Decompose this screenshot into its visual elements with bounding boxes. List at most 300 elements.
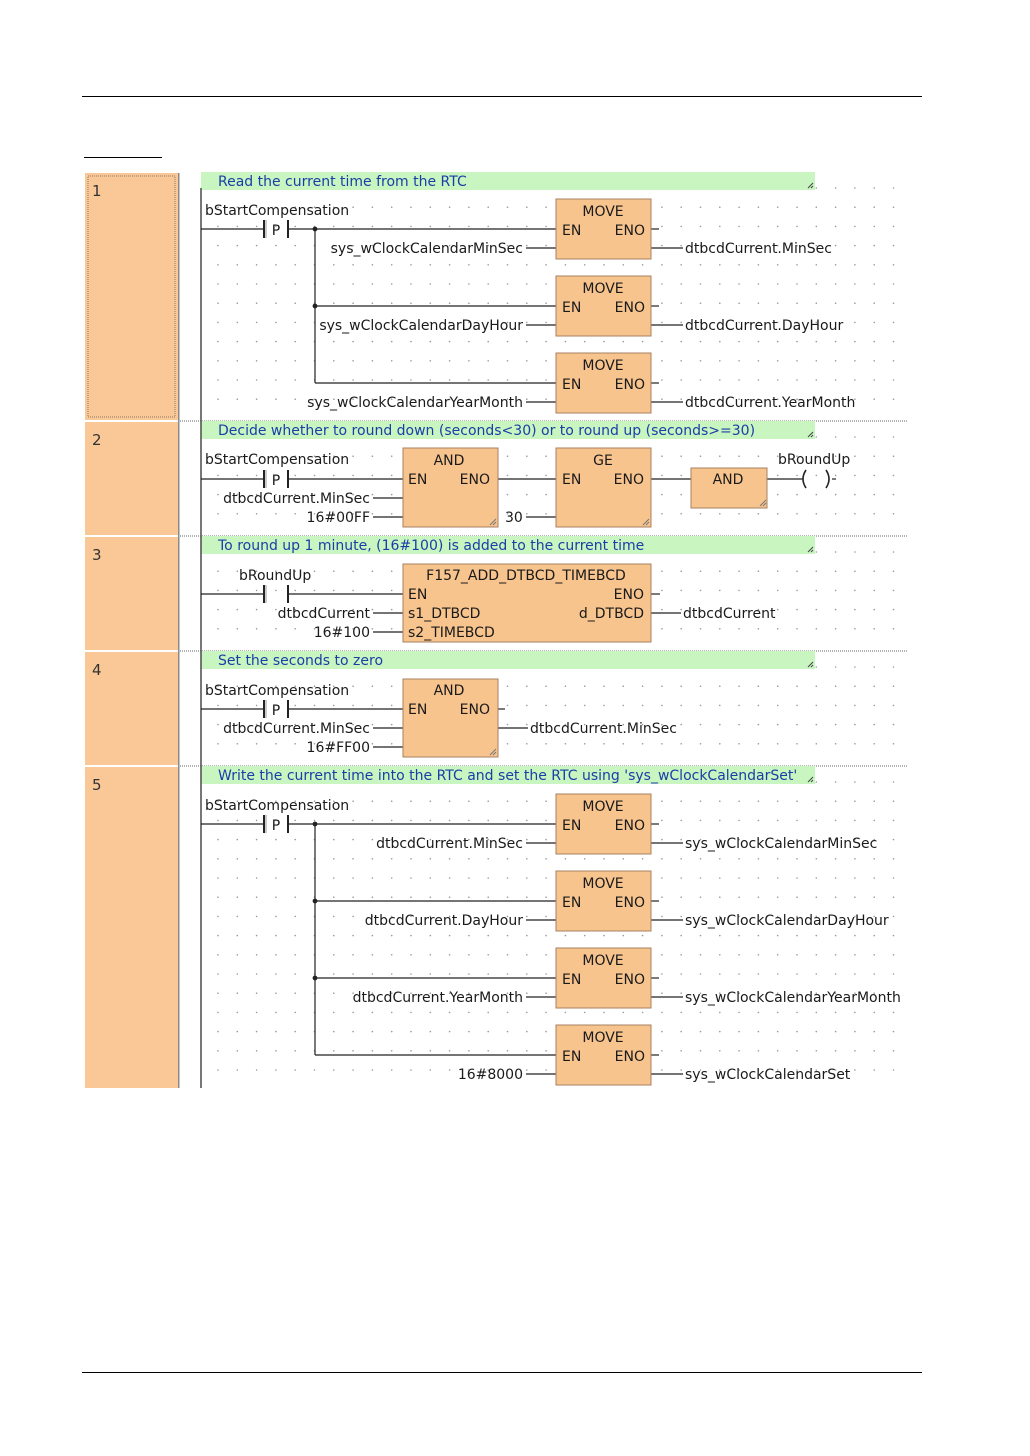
grid-dot	[854, 1031, 856, 1033]
grid-dot	[410, 302, 412, 304]
grid-dot	[545, 858, 547, 860]
grid-dot	[873, 360, 875, 362]
grid-dot	[873, 187, 875, 189]
grid-dot	[294, 283, 296, 285]
contact-shadow	[266, 470, 267, 488]
input-variable: dtbcdCurrent.MinSec	[376, 836, 523, 852]
grid-dot	[700, 705, 702, 707]
network-number: 4	[92, 661, 102, 679]
grid-dot	[526, 820, 528, 822]
grid-dot	[719, 954, 721, 956]
grid-dot	[661, 935, 663, 937]
grid-dot	[256, 283, 258, 285]
grid-dot	[796, 1012, 798, 1014]
grid-dot	[449, 954, 451, 956]
grid-dot	[468, 360, 470, 362]
grid-dot	[275, 896, 277, 898]
grid-dot	[893, 973, 895, 975]
grid-dot	[777, 302, 779, 304]
grid-dot	[777, 283, 779, 285]
grid-dot	[391, 341, 393, 343]
grid-dot	[873, 551, 875, 553]
grid-dot	[893, 590, 895, 592]
grid-dot	[468, 1012, 470, 1014]
grid-dot	[835, 245, 837, 247]
grid-dot	[333, 302, 335, 304]
grid-dot	[719, 935, 721, 937]
grid-dot	[275, 954, 277, 956]
grid-dot	[854, 666, 856, 668]
grid-dot	[816, 494, 818, 496]
grid-dot	[758, 513, 760, 515]
grid-dot	[294, 858, 296, 860]
grid-dot	[333, 360, 335, 362]
network-number-cell	[85, 173, 178, 420]
grid-dot	[758, 973, 760, 975]
grid-dot	[893, 954, 895, 956]
grid-dot	[796, 973, 798, 975]
grid-dot	[391, 800, 393, 802]
grid-dot	[854, 896, 856, 898]
grid-dot	[468, 264, 470, 266]
grid-dot	[275, 973, 277, 975]
grid-dot	[565, 685, 567, 687]
grid-dot	[294, 705, 296, 707]
grid-dot	[623, 858, 625, 860]
grid-dot	[372, 1069, 374, 1071]
contact-right-bar-icon	[287, 700, 289, 718]
grid-dot	[661, 494, 663, 496]
grid-dot	[449, 341, 451, 343]
grid-dot	[603, 341, 605, 343]
grid-dot	[893, 800, 895, 802]
grid-dot	[372, 685, 374, 687]
grid-dot	[777, 1050, 779, 1052]
grid-dot	[777, 494, 779, 496]
grid-dot	[545, 685, 547, 687]
grid-dot	[854, 551, 856, 553]
grid-dot	[873, 322, 875, 324]
grid-dot	[372, 455, 374, 457]
grid-dot	[873, 800, 875, 802]
grid-dot	[449, 877, 451, 879]
grid-dot	[526, 283, 528, 285]
grid-dot	[873, 590, 875, 592]
grid-dot	[545, 800, 547, 802]
grid-dot	[758, 455, 760, 457]
grid-dot	[372, 226, 374, 228]
grid-dot	[893, 724, 895, 726]
pin-eno: ENO	[459, 472, 490, 488]
input-variable: 16#8000	[457, 1067, 523, 1083]
grid-dot	[661, 1012, 663, 1014]
grid-dot	[758, 954, 760, 956]
grid-dot	[391, 935, 393, 937]
grid-dot	[237, 1050, 239, 1052]
grid-dot	[507, 1012, 509, 1014]
grid-dot	[738, 685, 740, 687]
grid-dot	[796, 570, 798, 572]
grid-dot	[719, 896, 721, 898]
coil-label: bRoundUp	[778, 452, 851, 468]
contact-type-p: P	[271, 703, 281, 719]
grid-dot	[294, 379, 296, 381]
grid-dot	[294, 1031, 296, 1033]
grid-dot	[507, 341, 509, 343]
grid-dot	[661, 609, 663, 611]
grid-dot	[642, 264, 644, 266]
grid-dot	[449, 283, 451, 285]
grid-dot	[777, 628, 779, 630]
grid-dot	[700, 877, 702, 879]
grid-dot	[873, 264, 875, 266]
grid-dot	[468, 896, 470, 898]
grid-dot	[352, 705, 354, 707]
number-column-border	[178, 173, 180, 1088]
grid-dot	[893, 302, 895, 304]
grid-dot	[449, 858, 451, 860]
grid-dot	[507, 896, 509, 898]
grid-dot	[275, 839, 277, 841]
grid-dot	[893, 877, 895, 879]
network-comment: To round up 1 minute, (16#100) is added to the current time	[218, 538, 645, 554]
grid-dot	[237, 590, 239, 592]
grid-dot	[410, 1050, 412, 1052]
gate-name: AND	[712, 472, 744, 488]
grid-dot	[835, 226, 837, 228]
grid-dot	[796, 858, 798, 860]
grid-dot	[507, 1031, 509, 1033]
grid-dot	[372, 628, 374, 630]
grid-dot	[854, 858, 856, 860]
grid-dot	[487, 896, 489, 898]
grid-dot	[256, 360, 258, 362]
grid-dot	[816, 551, 818, 553]
contact-shadow	[266, 220, 267, 238]
grid-dot	[893, 455, 895, 457]
grid-dot	[275, 379, 277, 381]
grid-dot	[507, 935, 509, 937]
grid-dot	[217, 379, 219, 381]
grid-dot	[816, 513, 818, 515]
grid-dot	[372, 800, 374, 802]
grid-dot	[700, 743, 702, 745]
grid-dot	[796, 513, 798, 515]
pin-eno: ENO	[614, 377, 645, 393]
grid-dot	[873, 1012, 875, 1014]
grid-dot	[333, 264, 335, 266]
grid-dot	[468, 206, 470, 208]
grid-dot	[372, 475, 374, 477]
grid-dot	[700, 302, 702, 304]
grid-dot	[372, 858, 374, 860]
grid-dot	[796, 341, 798, 343]
grid-dot	[700, 1012, 702, 1014]
grid-dot	[545, 954, 547, 956]
grid-dot	[237, 954, 239, 956]
grid-dot	[584, 935, 586, 937]
grid-dot	[430, 206, 432, 208]
grid-dot	[526, 992, 528, 994]
grid-dot	[893, 264, 895, 266]
output-variable: sys_wClockCalendarDayHour	[685, 913, 889, 929]
grid-dot	[873, 685, 875, 687]
grid-dot	[333, 341, 335, 343]
grid-dot	[816, 187, 818, 189]
grid-dot	[352, 685, 354, 687]
grid-dot	[545, 992, 547, 994]
grid-dot	[333, 1012, 335, 1014]
grid-dot	[893, 916, 895, 918]
grid-dot	[487, 360, 489, 362]
grid-dot	[372, 1012, 374, 1014]
grid-dot	[680, 245, 682, 247]
grid-dot	[275, 302, 277, 304]
grid-dot	[391, 379, 393, 381]
grid-dot	[777, 379, 779, 381]
grid-dot	[430, 283, 432, 285]
grid-dot	[217, 283, 219, 285]
network-comment: Write the current time into the RTC and set the RTC using 'sys_wClockCalendarSet'	[218, 768, 798, 784]
grid-dot	[854, 455, 856, 457]
grid-dot	[507, 1050, 509, 1052]
grid-dot	[623, 743, 625, 745]
network-number-cell	[85, 767, 178, 1088]
grid-dot	[835, 896, 837, 898]
grid-dot	[796, 379, 798, 381]
grid-dot	[661, 800, 663, 802]
grid-dot	[796, 360, 798, 362]
grid-dot	[816, 283, 818, 285]
grid-dot	[333, 590, 335, 592]
grid-dot	[526, 379, 528, 381]
grid-dot	[893, 743, 895, 745]
grid-dot	[738, 360, 740, 362]
grid-dot	[468, 226, 470, 228]
grid-dot	[449, 973, 451, 975]
grid-dot	[661, 590, 663, 592]
grid-dot	[487, 954, 489, 956]
grid-dot	[237, 705, 239, 707]
grid-dot	[507, 724, 509, 726]
grid-dot	[507, 264, 509, 266]
grid-dot	[333, 935, 335, 937]
grid-dot	[333, 705, 335, 707]
grid-dot	[738, 455, 740, 457]
grid-dot	[237, 245, 239, 247]
grid-dot	[275, 992, 277, 994]
grid-dot	[873, 436, 875, 438]
grid-dot	[835, 1050, 837, 1052]
grid-dot	[700, 820, 702, 822]
grid-dot	[507, 877, 509, 879]
output-variable: dtbcdCurrent.MinSec	[530, 721, 677, 737]
grid-dot	[430, 1069, 432, 1071]
grid-dot	[700, 206, 702, 208]
grid-dot	[333, 896, 335, 898]
grid-dot	[237, 513, 239, 515]
grid-dot	[873, 475, 875, 477]
grid-dot	[642, 1012, 644, 1014]
grid-dot	[352, 590, 354, 592]
grid-dot	[333, 992, 335, 994]
grid-dot	[661, 226, 663, 228]
grid-dot	[237, 398, 239, 400]
grid-dot	[352, 954, 354, 956]
grid-dot	[854, 570, 856, 572]
network-comment: Read the current time from the RTC	[218, 174, 467, 190]
grid-dot	[333, 820, 335, 822]
grid-dot	[777, 609, 779, 611]
grid-dot	[391, 1069, 393, 1071]
grid-dot	[777, 360, 779, 362]
grid-dot	[294, 590, 296, 592]
grid-dot	[352, 1012, 354, 1014]
grid-dot	[430, 858, 432, 860]
grid-dot	[893, 628, 895, 630]
grid-dot	[719, 360, 721, 362]
grid-dot	[391, 475, 393, 477]
grid-dot	[430, 973, 432, 975]
pin-en: EN	[408, 472, 428, 488]
grid-dot	[719, 628, 721, 630]
grid-dot	[661, 896, 663, 898]
grid-dot	[352, 1069, 354, 1071]
grid-dot	[237, 379, 239, 381]
grid-dot	[410, 1069, 412, 1071]
grid-dot	[526, 1050, 528, 1052]
grid-dot	[391, 302, 393, 304]
grid-dot	[275, 322, 277, 324]
grid-dot	[584, 264, 586, 266]
grid-dot	[294, 360, 296, 362]
grid-dot	[275, 1050, 277, 1052]
grid-dot	[738, 1050, 740, 1052]
grid-dot	[680, 302, 682, 304]
input-variable: 30	[505, 510, 523, 526]
grid-dot	[758, 724, 760, 726]
input-variable: sys_wClockCalendarMinSec	[330, 241, 523, 257]
grid-dot	[642, 858, 644, 860]
grid-dot	[294, 916, 296, 918]
grid-dot	[893, 551, 895, 553]
grid-dot	[873, 609, 875, 611]
grid-dot	[893, 570, 895, 572]
grid-dot	[777, 341, 779, 343]
grid-dot	[294, 264, 296, 266]
grid-dot	[873, 858, 875, 860]
grid-dot	[893, 839, 895, 841]
grid-dot	[603, 705, 605, 707]
grid-dot	[816, 341, 818, 343]
grid-dot	[237, 322, 239, 324]
grid-dot	[256, 398, 258, 400]
grid-dot	[661, 973, 663, 975]
grid-dot	[294, 341, 296, 343]
grid-dot	[372, 820, 374, 822]
grid-dot	[758, 283, 760, 285]
grid-dot	[372, 724, 374, 726]
grid-dot	[680, 1012, 682, 1014]
output-variable: sys_wClockCalendarSet	[685, 1067, 851, 1083]
grid-dot	[873, 935, 875, 937]
contact-left-bar-icon	[263, 700, 265, 718]
grid-dot	[526, 475, 528, 477]
grid-dot	[294, 513, 296, 515]
grid-dot	[372, 877, 374, 879]
grid-dot	[352, 226, 354, 228]
grid-dot	[854, 877, 856, 879]
grid-dot	[758, 800, 760, 802]
grid-dot	[372, 935, 374, 937]
grid-dot	[352, 916, 354, 918]
grid-dot	[507, 705, 509, 707]
contact-label: bStartCompensation	[205, 683, 350, 699]
grid-dot	[565, 1012, 567, 1014]
grid-dot	[854, 820, 856, 822]
grid-dot	[410, 877, 412, 879]
grid-dot	[758, 685, 760, 687]
grid-dot	[507, 858, 509, 860]
grid-dot	[237, 628, 239, 630]
grid-dot	[526, 341, 528, 343]
grid-dot	[835, 666, 837, 668]
grid-dot	[758, 1050, 760, 1052]
grid-dot	[217, 1031, 219, 1033]
grid-dot	[661, 302, 663, 304]
grid-dot	[680, 1069, 682, 1071]
grid-dot	[468, 877, 470, 879]
grid-dot	[217, 398, 219, 400]
grid-dot	[738, 264, 740, 266]
grid-dot	[526, 724, 528, 726]
grid-dot	[835, 1031, 837, 1033]
grid-dot	[661, 455, 663, 457]
grid-dot	[526, 494, 528, 496]
grid-dot	[256, 896, 258, 898]
grid-dot	[796, 628, 798, 630]
grid-dot	[352, 800, 354, 802]
grid-dot	[642, 341, 644, 343]
grid-dot	[893, 705, 895, 707]
grid-dot	[854, 302, 856, 304]
grid-dot	[256, 609, 258, 611]
grid-dot	[835, 820, 837, 822]
grid-dot	[777, 973, 779, 975]
grid-dot	[816, 226, 818, 228]
grid-dot	[835, 935, 837, 937]
grid-dot	[526, 743, 528, 745]
grid-dot	[758, 705, 760, 707]
grid-dot	[835, 341, 837, 343]
grid-dot	[719, 1031, 721, 1033]
grid-dot	[873, 513, 875, 515]
grid-dot	[835, 570, 837, 572]
grid-dot	[796, 935, 798, 937]
grid-dot	[680, 916, 682, 918]
grid-dot	[719, 820, 721, 822]
grid-dot	[777, 858, 779, 860]
grid-dot	[256, 590, 258, 592]
grid-dot	[294, 226, 296, 228]
grid-dot	[738, 628, 740, 630]
grid-dot	[526, 935, 528, 937]
grid-dot	[816, 877, 818, 879]
grid-dot	[256, 264, 258, 266]
grid-dot	[623, 935, 625, 937]
pin-en: EN	[562, 300, 582, 316]
grid-dot	[893, 1031, 895, 1033]
